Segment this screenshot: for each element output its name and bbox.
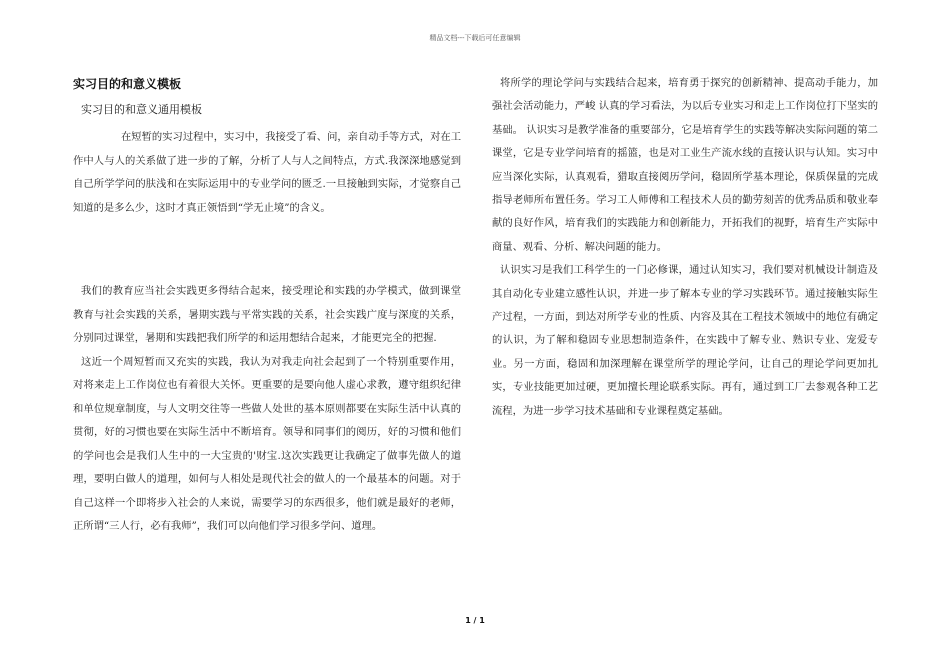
page-number: 1 / 1 [465, 616, 485, 625]
paragraph-intro: 在短暂的实习过程中，实习中，我接受了看、问，亲自动手等方式，对在工作中人与人的关系做了进一步的了解，分析了人与人之间特点，方式.我深深地感觉到自己所学学问的肤浅和在实际运用中的专业学问的匮乏.一旦接触到实际，才觉察自己知道的是多么少，这时才真正领悟到“学无止境”的含义。 [73, 131, 461, 214]
document-title: 实习目的和意义模板 [73, 77, 182, 91]
header-note: 精品文档---下载后可任意编辑 [429, 34, 521, 42]
paragraph-practice: 这近一个周短暂而又充实的实践，我认为对我走向社会起到了一个特别重要作用，对将来走上工作岗位也有着很大关怀。更重要的是要向他人虚心求教，遵守组织纪律和单位规章制度，与人文明交往等一些做人处世的基本原则都要在实际生活中认真的贯彻，好的习惯也要在实际生活中不断培育。领导和同事们的阅历，好的习惯和他们的学问也会是我们人生中的一大宝贵的'财宝.这次实践更让我确定了做事先做人的道理，要明白做人的道理，如何与人相处是现代社会的做人的一个最基本的问题。对于自己这样一个即将步入社会的人来说，需要学习的东西很多，他们就是最好的老师，正所谓“三人行，必有我师”，我们可以向他们学习很多学问、道理。 [73, 355, 461, 532]
right-column [492, 72, 878, 423]
paragraph-cognition: 认识实习是我们工科学生的一门必修课，通过认知实习，我们要对机械设计制造及其自动化专业建立感性认识，并进一步了解本专业的学习实践环节。通过接触实际生产过程，一方面，到达对所学专业的性质、内容及其在工程技术领域中的地位有确定的认识，为了解和稳固专业思想制造条件，在实践中了解专业、熟识专业、宠爱专业。另一方面，稳固和加深理解在课堂所学的理论学问，让自己的理论学问更加扎实，专业技能更加过硬，更加擅长理论联系实际。再有，通过到工厂去参观各种工艺流程，为进一步学习技术基础和专业课程奠定基础。 [492, 264, 878, 417]
paragraph-gap [73, 220, 461, 280]
paragraph-education: 我们的教育应当社会实践更多得结合起来，接受理论和实践的办学模式，做到课堂教育与社会实践的关系，暑期实践与平常实践的关系，社会实践广度与深度的关系，分别同过课堂，暑期和实践把我们所学的和运用想结合起来，才能更完全的把握. [73, 285, 461, 344]
left-column [73, 74, 461, 539]
paragraph-theory: 将所学的理论学问与实践结合起来，培育勇于探究的创新精神、提高动手能力，加强社会活动能力，严峻 认真的学习看法，为以后专业实习和走上工作岗位打下坚实的基础。 认识实习是教学准备的重要部分，它是培育学生的实践等解决实际问题的第二课堂，它是专业学问培育的摇篮，也是对工业生产流水线的直接认识与认知。实习中应当深化实际，认真观看，猎取直接阅历学问，稳固所学基本理论，保质保量的完成指导老师所布置任务。学习工人师傅和工程技术人员的勤劳刻苦的优秀品质和敬业奉献的良好作风，培育我们的实践能力和创新能力，开拓我们的视野，培育生产实际中商量、观看、分析、解决问题的能力。 [492, 77, 878, 253]
document-subtitle: 实习目的和意义通用模板 [81, 103, 202, 116]
